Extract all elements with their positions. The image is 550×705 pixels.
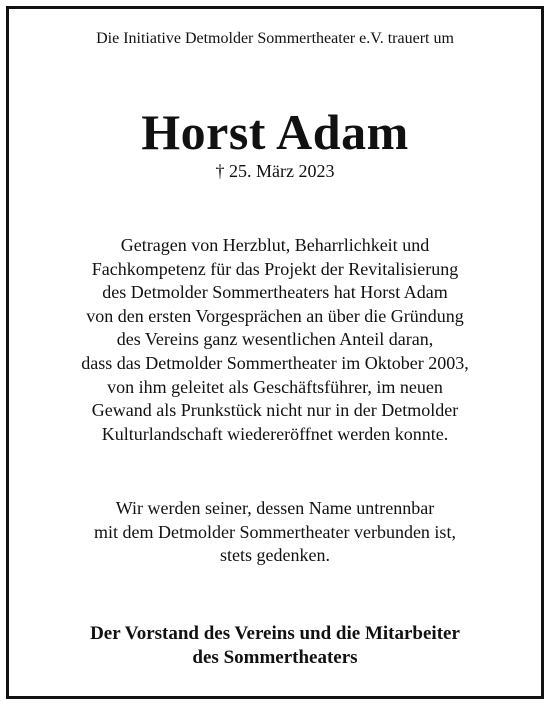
tribute-line: des Vereins ganz wesentlichen Anteil daran, <box>116 329 434 350</box>
signature-line: Der Vorstand des Vereins und die Mitarbeiter <box>90 623 460 644</box>
intro-line: Die Initiative Detmolder Sommertheater e.V. trauert um <box>96 30 454 47</box>
deceased-name: Horst Adam <box>141 104 409 160</box>
death-date: † 25. März 2023 <box>215 161 335 181</box>
tribute-line: von ihm geleitet als Geschäftsführer, im neuen <box>107 376 443 397</box>
tribute-line: Gewand als Prunkstück nicht nur in der Detmolder <box>91 400 459 421</box>
remembrance-paragraph <box>0 497 550 568</box>
tribute-line: Kulturlandschaft wiedereröffnet werden konnte. <box>101 423 449 444</box>
tribute-paragraph <box>0 234 550 446</box>
tribute-line: Getragen von Herzblut, Beharrlichkeit und <box>120 235 430 255</box>
tribute-line: Fachkompetenz für das Projekt der Revitalisierung <box>91 258 459 279</box>
remembrance-line: mit dem Detmolder Sommertheater verbunden ist, <box>94 521 456 542</box>
signature-line: des Sommertheaters <box>192 647 358 668</box>
remembrance-line: Wir werden seiner, dessen Name untrennbar <box>115 498 435 518</box>
signature-block <box>0 622 550 670</box>
tribute-line: dass das Detmolder Sommertheater im Oktober 2003, <box>81 352 469 373</box>
tribute-line: von den ersten Vorgesprächen an über die Gründung <box>86 305 464 326</box>
tribute-line: des Detmolder Sommertheaters hat Horst Adam <box>102 282 448 303</box>
remembrance-line: stets gedenken. <box>220 545 330 566</box>
